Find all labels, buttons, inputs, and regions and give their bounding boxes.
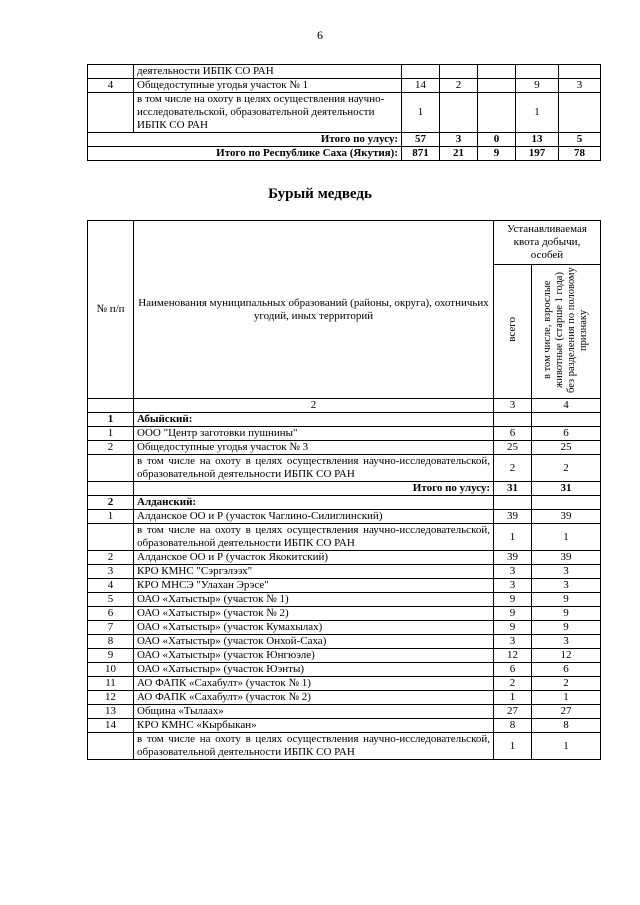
adult-value: 3 bbox=[532, 565, 601, 579]
total-value: 27 bbox=[494, 705, 532, 719]
value-c2 bbox=[440, 65, 478, 79]
row-name: в том числе на охоту в целях осуществления научно-исследовательской, образовательной деятельности ИБПК СО РАН bbox=[134, 733, 494, 760]
row-name: ООО "Центр заготовки пушнины" bbox=[134, 427, 494, 441]
value-c1 bbox=[402, 65, 440, 79]
value-c4: 9 bbox=[516, 79, 559, 93]
total-value: 39 bbox=[494, 551, 532, 565]
adult-value: 39 bbox=[532, 551, 601, 565]
total-c4: 197 bbox=[516, 147, 559, 161]
total-value: 3 bbox=[494, 565, 532, 579]
top-quota-table bbox=[87, 64, 601, 161]
value-c1: 1 bbox=[402, 93, 440, 133]
empty-total bbox=[494, 496, 532, 510]
total-value: 6 bbox=[494, 427, 532, 441]
adult-value: 39 bbox=[532, 510, 601, 524]
table-row bbox=[88, 705, 601, 719]
row-name: ОАО «Хатыстыр» (участок № 1) bbox=[134, 593, 494, 607]
table-row bbox=[88, 65, 601, 79]
total-label: Итого по улусу: bbox=[134, 482, 494, 496]
total-c1: 57 bbox=[402, 133, 440, 147]
adult-value: 1 bbox=[532, 733, 601, 760]
row-number: 1 bbox=[88, 427, 134, 441]
total-value: 3 bbox=[494, 579, 532, 593]
adult-value: 3 bbox=[532, 579, 601, 593]
row-number: 5 bbox=[88, 593, 134, 607]
empty-adult bbox=[532, 413, 601, 427]
sub-row bbox=[88, 733, 601, 760]
value-c4: 1 bbox=[516, 93, 559, 133]
region-row bbox=[88, 496, 601, 510]
row-number: 3 bbox=[88, 565, 134, 579]
adult-value: 31 bbox=[532, 482, 601, 496]
row-name: ОАО «Хатыстыр» (участок Кумахылах) bbox=[134, 621, 494, 635]
row-name: Общедоступные угодья участок № 3 bbox=[134, 441, 494, 455]
total-value: 9 bbox=[494, 607, 532, 621]
header-adult: в том числе, взрослые животные (старше 1 года) без разделения по половому признаку bbox=[542, 266, 589, 393]
total-c1: 871 bbox=[402, 147, 440, 161]
row-name: КРО МНСЭ "Улахан Эрэсе" bbox=[134, 579, 494, 593]
value-c3 bbox=[478, 93, 516, 133]
total-label: Итого по Республике Саха (Якутия): bbox=[88, 147, 402, 161]
total-value: 1 bbox=[494, 733, 532, 760]
table-row bbox=[88, 510, 601, 524]
adult-value: 1 bbox=[532, 524, 601, 551]
region-name: Абыйский: bbox=[134, 413, 494, 427]
row-name: КРО КМНС "Сэргэлээх" bbox=[134, 565, 494, 579]
adult-value: 12 bbox=[532, 649, 601, 663]
total-c3: 9 bbox=[478, 147, 516, 161]
row-number bbox=[88, 65, 134, 79]
table-row bbox=[88, 79, 601, 93]
row-name: АО ФАПК «Сахабулт» (участок № 1) bbox=[134, 677, 494, 691]
row-name: Алданское ОО и Р (участок Чаглино-Силиглинский) bbox=[134, 510, 494, 524]
table-row bbox=[88, 621, 601, 635]
total-value: 3 bbox=[494, 635, 532, 649]
total-value: 2 bbox=[494, 455, 532, 482]
colnum-1 bbox=[88, 399, 134, 413]
sub-row bbox=[88, 455, 601, 482]
table-row bbox=[88, 607, 601, 621]
total-c5: 78 bbox=[559, 147, 601, 161]
region-row bbox=[88, 413, 601, 427]
row-number: 2 bbox=[88, 551, 134, 565]
table-row bbox=[88, 677, 601, 691]
page-number: 6 bbox=[317, 28, 323, 42]
row-number: 2 bbox=[88, 441, 134, 455]
header-quota: Устанавливаемая квота добычи, особей bbox=[494, 221, 601, 265]
row-name: деятельности ИБПК СО РАН bbox=[134, 65, 402, 79]
row-name: ОАО «Хатыстыр» (участок Юэнты) bbox=[134, 663, 494, 677]
row-name: Алданское ОО и Р (участок Якокитский) bbox=[134, 551, 494, 565]
adult-value: 8 bbox=[532, 719, 601, 733]
total-value: 12 bbox=[494, 649, 532, 663]
total-c3: 0 bbox=[478, 133, 516, 147]
adult-value: 3 bbox=[532, 635, 601, 649]
total-c4: 13 bbox=[516, 133, 559, 147]
colnum-3: 3 bbox=[494, 399, 532, 413]
value-c2 bbox=[440, 93, 478, 133]
total-c5: 5 bbox=[559, 133, 601, 147]
header-name: Наименования муниципальных образований (районы, округа), охотничьих угодий, иных территорий bbox=[134, 221, 494, 399]
total-value: 1 bbox=[494, 691, 532, 705]
total-value: 1 bbox=[494, 524, 532, 551]
total-row bbox=[88, 133, 601, 147]
total-value: 25 bbox=[494, 441, 532, 455]
row-number: 12 bbox=[88, 691, 134, 705]
table-row bbox=[88, 579, 601, 593]
region-number: 1 bbox=[88, 413, 134, 427]
table-row bbox=[88, 93, 601, 133]
table-row bbox=[88, 441, 601, 455]
table-row bbox=[88, 719, 601, 733]
row-name: АО ФАПК «Сахабулт» (участок № 2) bbox=[134, 691, 494, 705]
row-name: ОАО «Хатыстыр» (участок № 2) bbox=[134, 607, 494, 621]
row-number: 11 bbox=[88, 677, 134, 691]
total-row bbox=[88, 482, 601, 496]
sub-row bbox=[88, 524, 601, 551]
row-number: 6 bbox=[88, 607, 134, 621]
brown-bear-quota-table bbox=[87, 220, 601, 760]
total-value: 9 bbox=[494, 621, 532, 635]
adult-value: 9 bbox=[532, 593, 601, 607]
total-value: 2 bbox=[494, 677, 532, 691]
total-value: 8 bbox=[494, 719, 532, 733]
section-title: Бурый медведь bbox=[268, 186, 372, 202]
table-row bbox=[88, 593, 601, 607]
total-value: 31 bbox=[494, 482, 532, 496]
adult-value: 2 bbox=[532, 677, 601, 691]
header-total: всего bbox=[506, 317, 518, 342]
adult-value: 6 bbox=[532, 663, 601, 677]
row-number: 4 bbox=[88, 79, 134, 93]
row-number: 10 bbox=[88, 663, 134, 677]
total-c2: 21 bbox=[440, 147, 478, 161]
total-label: Итого по улусу: bbox=[88, 133, 402, 147]
header-total-cell bbox=[494, 265, 532, 399]
value-c5: 3 bbox=[559, 79, 601, 93]
row-name: ОАО «Хатыстыр» (участок Юнгюэле) bbox=[134, 649, 494, 663]
empty-total bbox=[494, 413, 532, 427]
table-row bbox=[88, 635, 601, 649]
row-name: в том числе на охоту в целях осуществления научно-исследовательской, образовательной деятельности ИБПК СО РАН bbox=[134, 524, 494, 551]
header-no: № п/п bbox=[88, 221, 134, 399]
row-number: 4 bbox=[88, 579, 134, 593]
value-c5 bbox=[559, 65, 601, 79]
table-row bbox=[88, 649, 601, 663]
total-value: 6 bbox=[494, 663, 532, 677]
value-c3 bbox=[478, 79, 516, 93]
value-c5 bbox=[559, 93, 601, 133]
region-number: 2 bbox=[88, 496, 134, 510]
adult-value: 6 bbox=[532, 427, 601, 441]
row-name: в том числе на охоту в целях осуществления научно-исследовательской, образовательной деятельности ИБПК СО РАН bbox=[134, 455, 494, 482]
total-row bbox=[88, 147, 601, 161]
row-name: Община «Тылаах» bbox=[134, 705, 494, 719]
row-number: 1 bbox=[88, 510, 134, 524]
row-number bbox=[88, 733, 134, 760]
row-number: 7 bbox=[88, 621, 134, 635]
adult-value: 2 bbox=[532, 455, 601, 482]
row-number bbox=[88, 482, 134, 496]
row-number: 8 bbox=[88, 635, 134, 649]
row-number: 13 bbox=[88, 705, 134, 719]
colnum-2: 2 bbox=[134, 399, 494, 413]
value-c1: 14 bbox=[402, 79, 440, 93]
row-number bbox=[88, 93, 134, 133]
row-number: 14 bbox=[88, 719, 134, 733]
table-row bbox=[88, 551, 601, 565]
table-row bbox=[88, 565, 601, 579]
adult-value: 1 bbox=[532, 691, 601, 705]
value-c3 bbox=[478, 65, 516, 79]
row-number bbox=[88, 455, 134, 482]
total-value: 9 bbox=[494, 593, 532, 607]
adult-value: 27 bbox=[532, 705, 601, 719]
colnum-4: 4 bbox=[532, 399, 601, 413]
row-number bbox=[88, 524, 134, 551]
total-c2: 3 bbox=[440, 133, 478, 147]
empty-adult bbox=[532, 496, 601, 510]
table-row bbox=[88, 691, 601, 705]
region-name: Алданский: bbox=[134, 496, 494, 510]
adult-value: 9 bbox=[532, 607, 601, 621]
row-name: КРО КМНС «Кырбыкан» bbox=[134, 719, 494, 733]
header-adult-cell bbox=[532, 265, 601, 399]
row-name: ОАО «Хатыстыр» (участок Онхой-Саха) bbox=[134, 635, 494, 649]
table-row bbox=[88, 427, 601, 441]
row-name: в том числе на охоту в целях осуществления научно-исследовательской, образовательной деятельности ИБПК СО РАН bbox=[134, 93, 402, 133]
adult-value: 25 bbox=[532, 441, 601, 455]
total-value: 39 bbox=[494, 510, 532, 524]
adult-value: 9 bbox=[532, 621, 601, 635]
row-number: 9 bbox=[88, 649, 134, 663]
table-row bbox=[88, 663, 601, 677]
row-name: Общедоступные угодья участок № 1 bbox=[134, 79, 402, 93]
value-c4 bbox=[516, 65, 559, 79]
value-c2: 2 bbox=[440, 79, 478, 93]
